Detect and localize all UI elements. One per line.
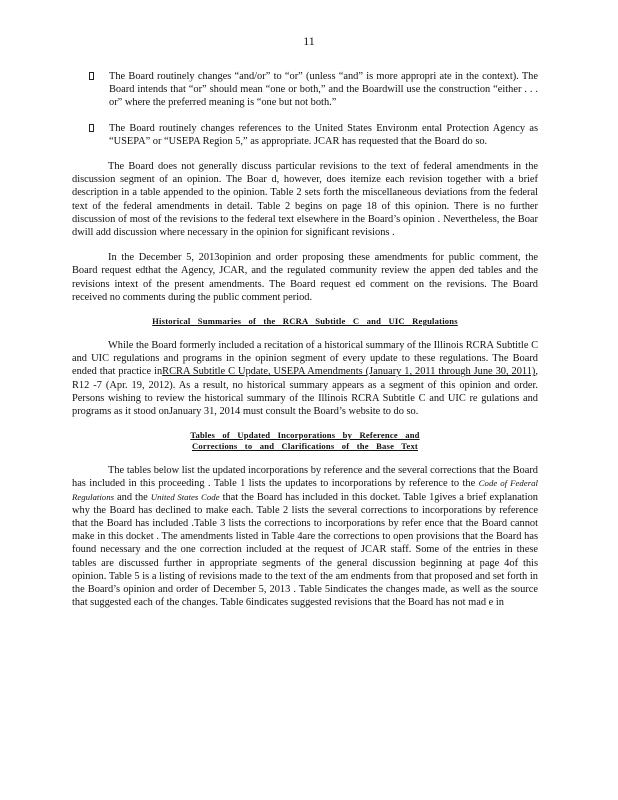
paragraph-text: While the Board formerly included a recitation of a historical summary of the Illinois RCRA Subtitle C and UIC regulations and programs in the opinion segment of every update to these regulations. The Board ended that practice in: [72, 340, 538, 378]
paragraph: [72, 464, 538, 609]
section-heading: Tables of Updated Incorporations by Reference and Corrections to and Clarifications of the Base Text: [190, 430, 420, 452]
paragraph-text: The tables below list the updated incorporations by reference and the several corrections that the Board has included in this proceeding . Table 1 lists the updates to incorporations by reference to the: [72, 465, 538, 490]
paragraph: The Board does not generally discuss particular revisions to the text of federal amendments in the discussion segment of an opinion. The Boar d, however, does itemize each revision together with a brief description in a table appended to the opinion. Table 2 sets forth the miscellaneous deviations from the federal text of the federal amendments in detail. Table 2 begins on page 18 of this opinion. There is no further discussion of most of the revisions to the federal text elsewhere in the Board’s opinion . Nevertheless, the Boar dwill add discussion where necessary in the opinion for significant revisions .: [72, 161, 538, 239]
page-number: 11: [303, 34, 315, 48]
paragraph-text: that the Board has included in this docket. Table 1gives a brief explanation why the Board has declined to make each. Table 2 lists the several corrections to incorporations by reference that the Board has included .Table 3 lists the corrections to incorporations by refer ence that the Board cannot make in this docket . The amendments listed in Table 4are the corrections to open provisions that the Board has found necessary and the one correction included at the request of JCAR staff. Some of the entries in these tables are discussed further in appropriate segments of the general discussion beginning at page 4of this opinion. Table 5 is a listing of revisions made to the text of the am endments from that proposed and set forth in the Board’s opinion and order of December 5, 2013 . Table 5indicates the changes made, as well as the source that suggested each of the changes. Table 6indicates suggested revisions that the Board has not mad e in: [72, 491, 538, 609]
bullet-item: [72, 70, 538, 110]
paragraph-text: , R12 -7 (Apr. 19, 2012). As a result, no historical summary appears as a segment of this opinion and order. Persons wishing to review the historical summary of the Illinois RCRA Subtitle C and UIC re gulations and programs as it stood onJanuary 31, 2014 must consult the Board’s website to do so.: [72, 366, 538, 418]
bullet-box-icon: [89, 124, 94, 132]
citation-usc: United States Code: [150, 491, 220, 502]
paragraph-text: and the: [117, 491, 148, 503]
bullet-item: [72, 122, 538, 148]
bullet-box-icon: [89, 72, 94, 80]
paragraph: [72, 339, 538, 418]
citation-cfr: Code of Federal Regulations: [72, 478, 538, 502]
bullet-text: The Board routinely changes references to the United States Environm ental Protection Agency as “USEPA” or “USEPA Region 5,” as appropriate. JCAR has requested that the Board do so.: [109, 122, 538, 147]
case-citation: RCRA Subtitle C Update, USEPA Amendments (January 1, 2011 through June 30, 2011): [162, 366, 536, 378]
document-body: [72, 70, 538, 622]
paragraph: In the December 5, 2013opinion and order proposing these amendments for public comment, the Board request edthat the Agency, JCAR, and the regulated community review the appen ded tables and the revisions intext of the present amendments. The Board request ed comment on the revisions. The Board received no comments during the public comment period.: [72, 252, 538, 303]
section-heading: Historical Summaries of the RCRA Subtitle C and UIC Regulations: [152, 316, 458, 327]
bullet-text: The Board routinely changes “and/or” to “or” (unless “and” is more appropri ate in the context). The Board intends that “or” should mean “one or both,” and the Boardwill use the construction “either . . . or” where the preferred meaning is “one but not both.”: [109, 71, 538, 109]
